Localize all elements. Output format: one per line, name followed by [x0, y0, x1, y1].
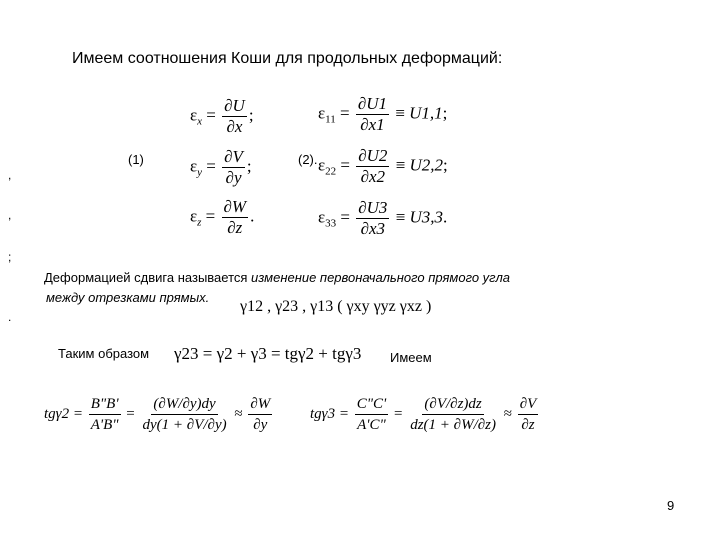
- tangent-lhs: tgγ3 =: [310, 405, 349, 422]
- equivalence-sign: ≡: [395, 103, 405, 123]
- denominator: ∂x2: [360, 167, 386, 186]
- equation-epsilon-z: $\varepsilon_z$ = $\frac{\partial W}{\partial z}$ .: [190, 197, 255, 237]
- epsilon-symbol: ε: [190, 206, 198, 226]
- epsilon-symbol: ε: [318, 155, 326, 175]
- right-hand-side: U3,3: [409, 207, 444, 227]
- epsilon-subscript: 11: [325, 113, 336, 126]
- shear-definition-line-2: между отрезками прямых.: [46, 290, 210, 305]
- shear-definition-start: Деформацией сдвига называется: [44, 270, 252, 285]
- margin-mark-4: .: [8, 310, 12, 324]
- margin-mark-3: ;: [8, 250, 12, 264]
- denominator: ∂y: [225, 168, 242, 187]
- denominator: ∂z: [521, 417, 535, 433]
- denominator: ∂y: [253, 417, 268, 433]
- epsilon-subscript: z: [197, 216, 202, 229]
- equation-label-1: (1): [128, 152, 144, 167]
- tangent-lhs: tgγ2 =: [44, 405, 83, 422]
- equation-epsilon-y: $\varepsilon_y$ = $\frac{\partial V}{\partial y}$ ;: [190, 147, 252, 187]
- fraction: [518, 395, 539, 434]
- punctuation: .: [250, 206, 255, 226]
- approx-sign: ≈: [234, 405, 243, 422]
- numerator: (∂W/∂y)dy: [151, 395, 217, 415]
- fraction: [222, 198, 249, 237]
- tangent-gamma2-equation: [44, 395, 274, 434]
- page-number: 9: [667, 498, 675, 513]
- numerator: ∂V: [518, 395, 539, 415]
- fraction: [248, 395, 272, 434]
- punctuation: ;: [246, 156, 252, 176]
- equals-sign: =: [393, 405, 403, 422]
- numerator: ∂U1: [357, 94, 388, 113]
- epsilon-subscript: y: [197, 166, 203, 179]
- slide-title: Имеем соотношения Коши для продольных деформаций:: [72, 50, 503, 67]
- numerator: ∂W: [223, 197, 247, 216]
- fraction: [356, 95, 389, 134]
- equation-label-2: (2).: [298, 152, 318, 167]
- numerator: ∂U2: [358, 146, 388, 165]
- fraction: [356, 147, 389, 186]
- epsilon-symbol: ε: [190, 105, 198, 125]
- epsilon-symbol: ε: [318, 103, 326, 123]
- equation-epsilon-11: $\varepsilon_{11}$ = $\frac{\partial U1}{\partial x1}$ ≡ U1,1;: [318, 94, 448, 134]
- epsilon-symbol: ε: [190, 156, 198, 176]
- denominator: A'B": [90, 417, 119, 433]
- epsilon-subscript: 22: [325, 165, 337, 178]
- denominator: ∂x: [226, 117, 243, 136]
- numerator: B"B': [89, 395, 121, 415]
- right-hand-side: U1,1: [409, 103, 443, 123]
- punctuation: ;: [248, 105, 254, 125]
- punctuation: ;: [442, 103, 448, 123]
- punctuation: ;: [443, 155, 448, 175]
- fraction: [355, 395, 389, 434]
- shear-angles: γ12 , γ23 , γ13 ( γxy γyz γxz ): [240, 298, 432, 315]
- denominator: ∂x1: [360, 115, 385, 134]
- fraction: [89, 395, 121, 434]
- numerator: ∂U: [224, 96, 245, 115]
- equivalence-sign: ≡: [395, 207, 406, 227]
- numerator: ∂U3: [358, 198, 388, 217]
- denominator: A'C": [357, 417, 386, 433]
- shear-definition-line-1: [44, 270, 510, 285]
- denominator: ∂x3: [360, 219, 386, 238]
- fraction: [141, 395, 229, 434]
- fraction: [222, 97, 247, 136]
- numerator: ∂V: [224, 147, 243, 166]
- equation-epsilon-x: $\varepsilon_x$ = $\frac{\partial U}{\partial x}$ ;: [190, 96, 254, 136]
- denominator: dz(1 + ∂W/∂z): [410, 417, 496, 433]
- fraction: [408, 395, 498, 434]
- equation-epsilon-22: $\varepsilon_{22}$ = $\frac{\partial U2}{\partial x2}$ ≡ U2,2;: [318, 146, 448, 186]
- have-label: Имеем: [390, 350, 432, 365]
- approx-sign: ≈: [503, 405, 512, 422]
- shear-angle-sum: γ23 = γ2 + γ3 = tgγ2 + tgγ3: [174, 344, 362, 363]
- punctuation: .: [443, 207, 448, 227]
- epsilon-subscript: x: [197, 115, 203, 128]
- tangent-gamma3-equation: [310, 395, 540, 434]
- right-hand-side: U2,2: [409, 155, 444, 175]
- denominator: dy(1 + ∂V/∂y): [142, 417, 227, 433]
- fraction: [356, 199, 389, 238]
- equals-sign: =: [126, 405, 135, 422]
- margin-mark-2: ,: [8, 208, 12, 222]
- margin-mark-1: ,: [8, 168, 12, 182]
- epsilon-symbol: ε: [318, 207, 326, 227]
- equivalence-sign: ≡: [395, 155, 406, 175]
- epsilon-subscript: 33: [325, 217, 337, 230]
- numerator: ∂W: [248, 395, 272, 415]
- numerator: C"C': [355, 395, 389, 415]
- fraction: [222, 148, 245, 187]
- denominator: ∂z: [227, 218, 243, 237]
- numerator: (∂V/∂z)dz: [422, 395, 483, 415]
- equation-epsilon-33: $\varepsilon_{33}$ = $\frac{\partial U3}{\partial x3}$ ≡ U3,3.: [318, 198, 448, 238]
- shear-definition-end: изменение первоначального прямого угла: [251, 270, 511, 285]
- thus-label: Таким образом: [58, 346, 150, 361]
